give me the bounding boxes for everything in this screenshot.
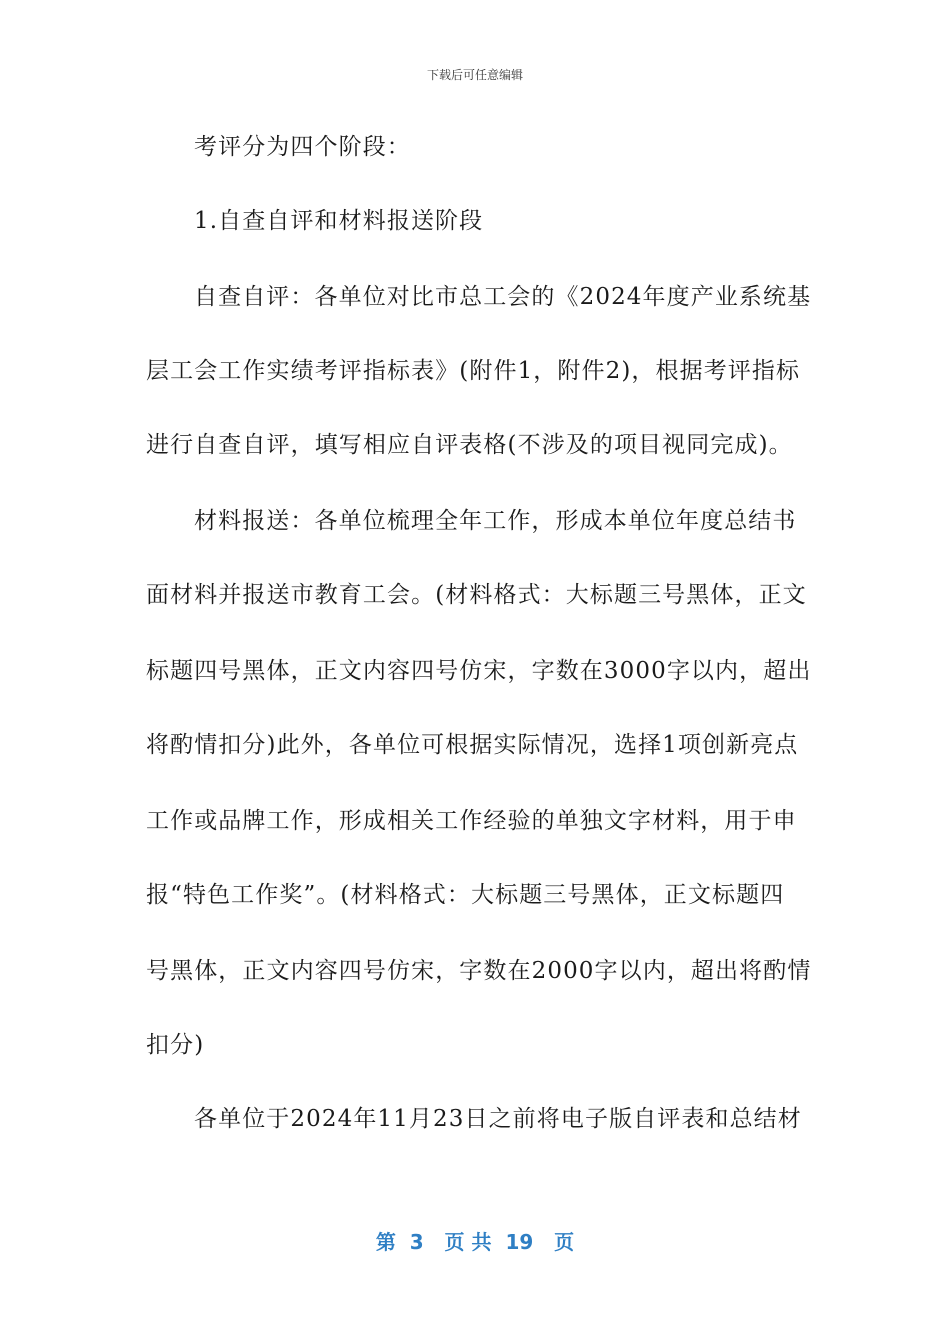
text-line: 号黑体，正文内容四号仿宋，字数在2000字以内，超出将酌情 xyxy=(146,958,812,984)
text-line: 将酌情扣分)此外，各单位可根据实际情况，选择1项创新亮点 xyxy=(146,732,799,758)
page-number-footer: 第 3 页 共 19 页 xyxy=(375,1230,575,1254)
text-line: 各单位于2024年11月23日之前将电子版自评表和总结材 xyxy=(194,1106,802,1132)
text-line: 材料报送：各单位梳理全年工作，形成本单位年度总结书 xyxy=(194,508,797,534)
text-line: 进行自查自评，填写相应自评表格(不涉及的项目视同完成)。 xyxy=(146,432,793,458)
text-line: 标题四号黑体，正文内容四号仿宋，字数在3000字以内，超出 xyxy=(146,658,812,684)
page-header-note: 下载后可任意编辑 xyxy=(426,68,523,82)
text-line: 面材料并报送市教育工会。(材料格式：大标题三号黑体，正文 xyxy=(146,582,807,608)
text-line: 自查自评：各单位对比市总工会的《2024年度产业系统基 xyxy=(194,284,812,310)
text-line: 工作或品牌工作，形成相关工作经验的单独文字材料，用于申 xyxy=(146,808,797,834)
text-line: 报“特色工作奖”。(材料格式：大标题三号黑体，正文标题四 xyxy=(146,882,785,908)
text-line: 1.自查自评和材料报送阶段 xyxy=(194,208,484,234)
text-line: 扣分) xyxy=(146,1032,205,1058)
text-line: 层工会工作实绩考评指标表》(附件1，附件2)，根据考评指标 xyxy=(146,358,801,384)
text-line: 考评分为四个阶段： xyxy=(194,134,411,160)
